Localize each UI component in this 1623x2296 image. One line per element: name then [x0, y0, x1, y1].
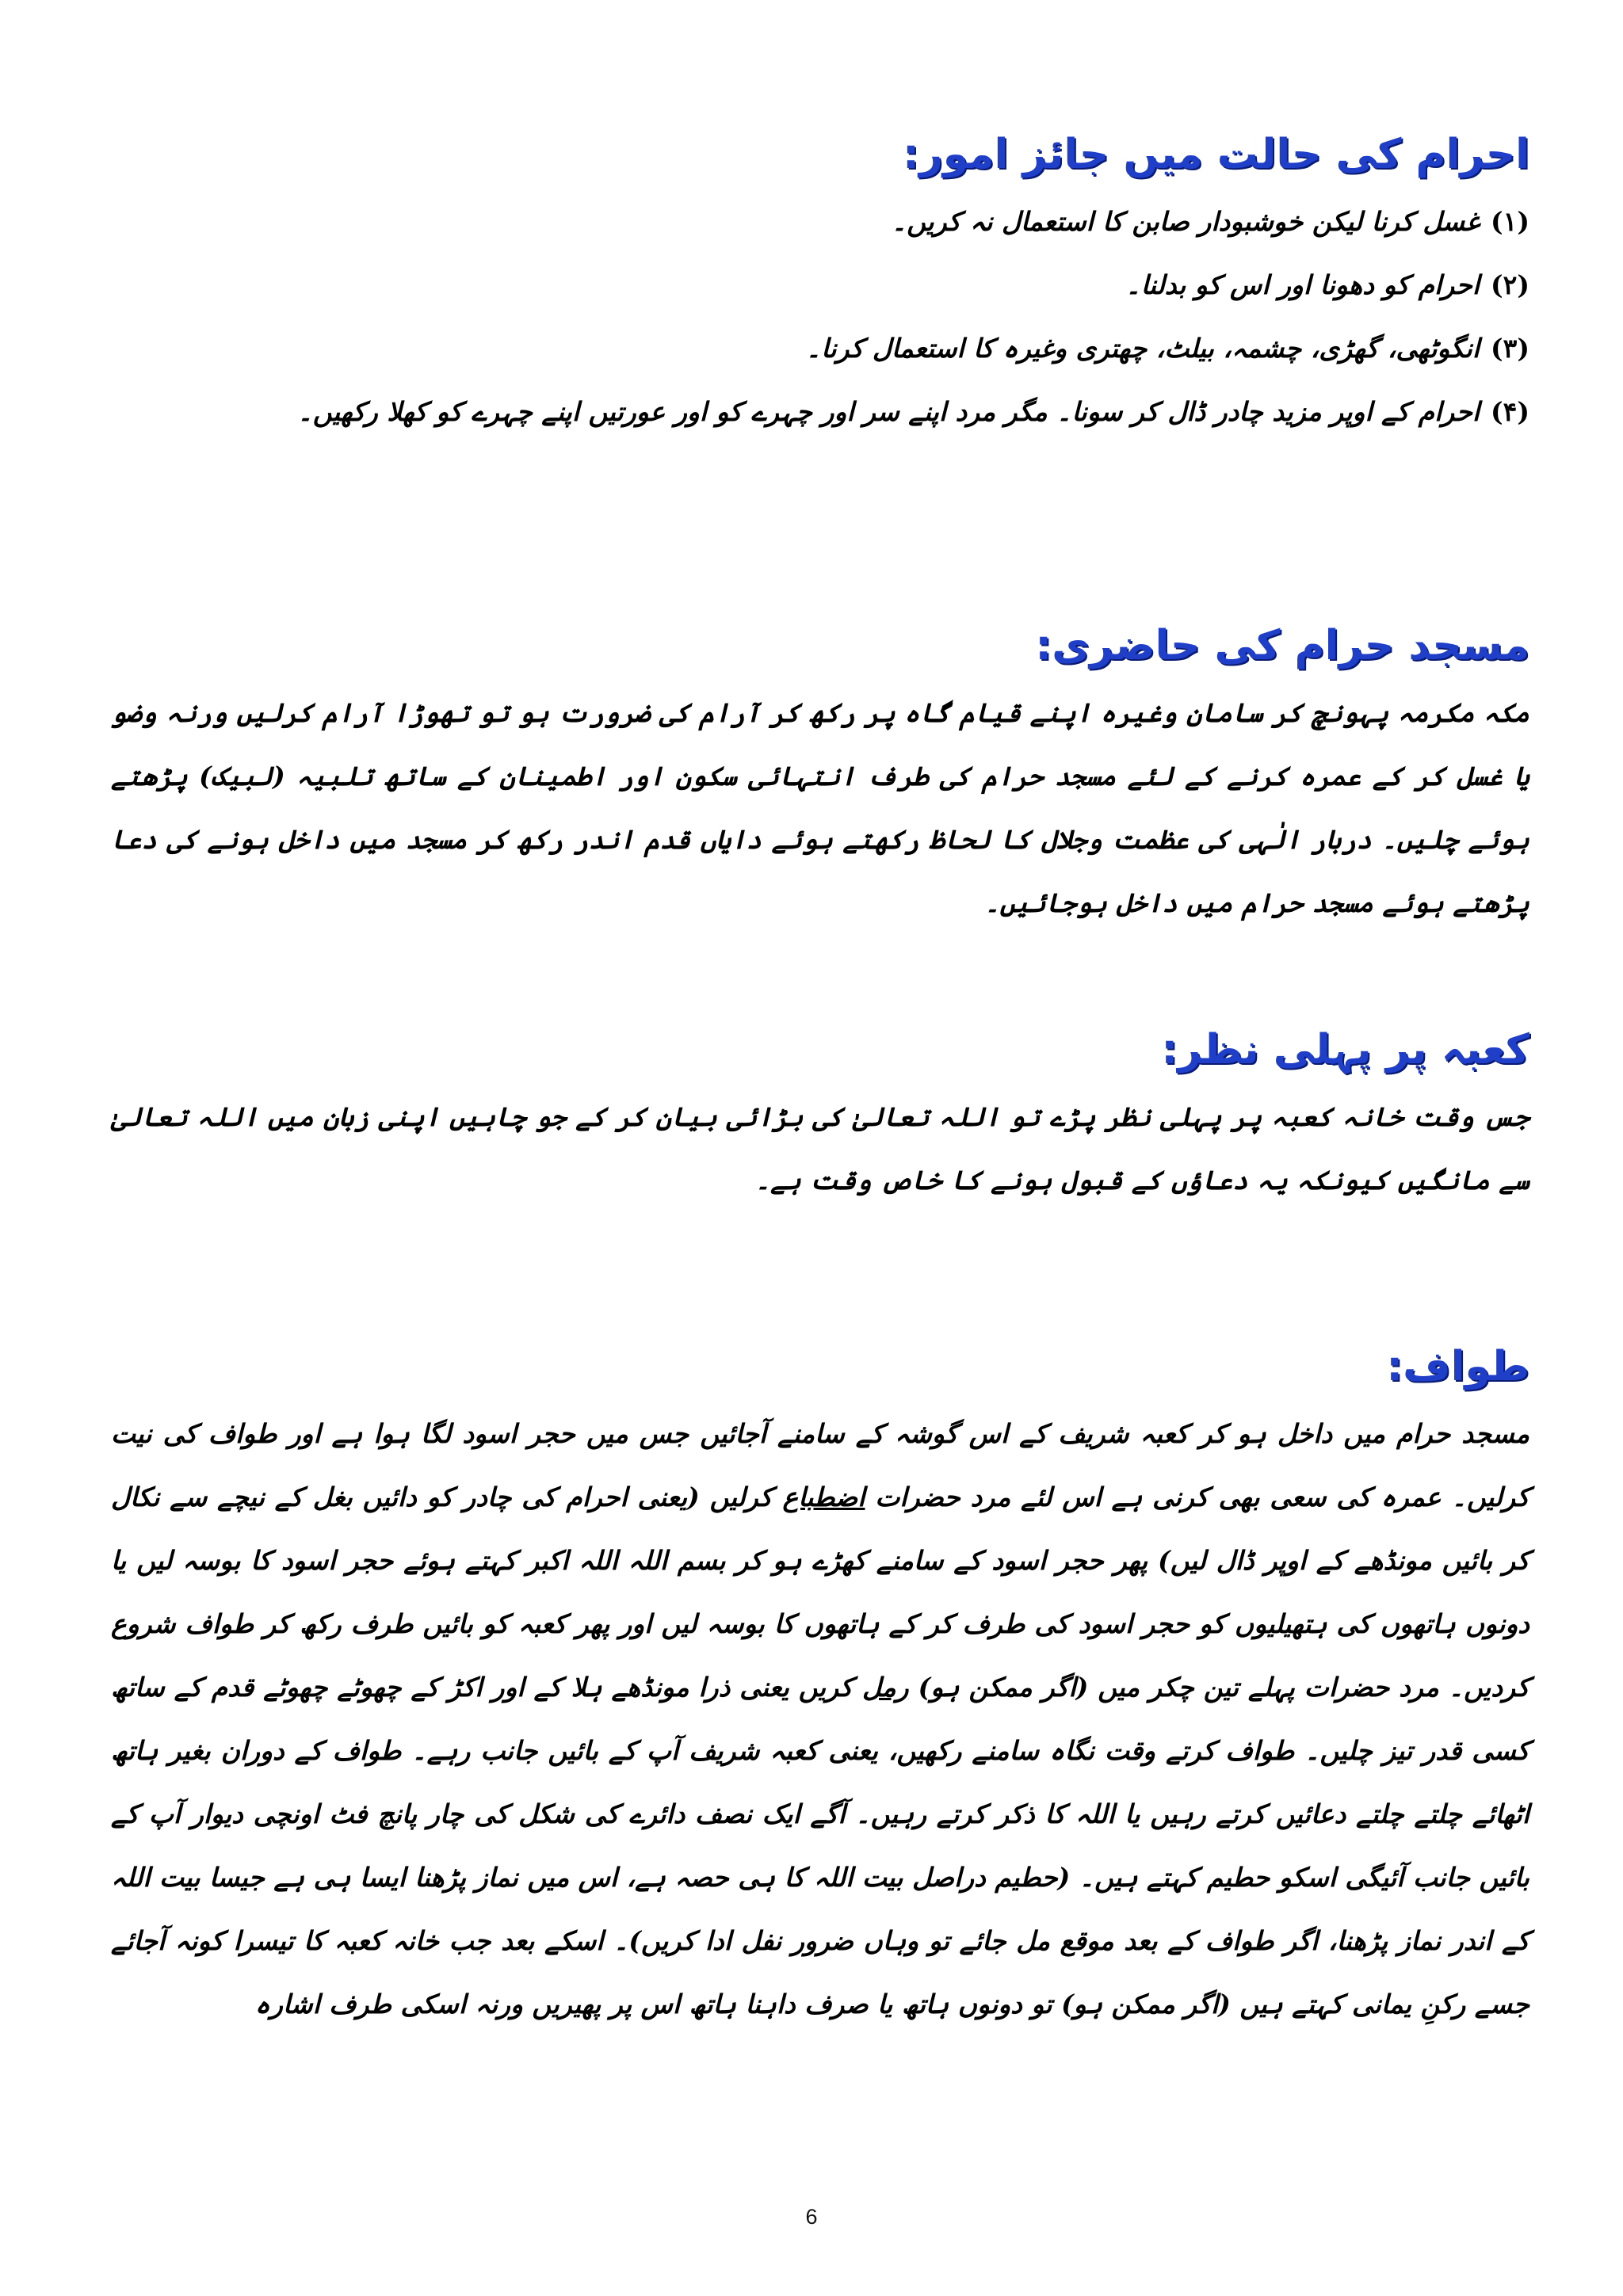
underlined-term-iztiba: اضطباع	[782, 1482, 865, 1512]
item-text: غسل کرنا لیکن خوشبودار صابن کا استعمال نہ کریں۔	[891, 206, 1480, 237]
section-first-sight-kaaba	[111, 1014, 1529, 1212]
section-paragraph	[111, 1402, 1529, 2036]
section-heading: طواف:	[1386, 1343, 1529, 1390]
section-heading: احرام کی حالت میں جائز امور:	[903, 131, 1529, 178]
item-number: (۲)	[1491, 269, 1529, 300]
section-ihram-permitted	[111, 119, 1529, 444]
underlined-term-ramal: رمل	[862, 1672, 909, 1703]
section-heading: کعبہ پر پہلی نظر:	[1161, 1026, 1529, 1074]
item-text: احرام کو دھونا اور اس کو بدلنا۔	[1125, 269, 1480, 300]
list-item	[111, 317, 1529, 380]
section-masjid-haram-attendance	[111, 610, 1529, 935]
paragraph-text: مسجد حرام میں داخل ہو کر کعبہ شریف کے اس گوشہ کے سامنے آجائیں جس میں حجر اسود لگا ہوا ہے اور طواف کی نیت کرلیں۔ عمرہ کی سعی بھی کرنی ہے اس لئے مرد حضرات	[111, 1418, 1529, 1512]
section-heading: مسجد حرام کی حاضری:	[1035, 622, 1529, 669]
list-item	[111, 254, 1529, 317]
list-item	[111, 380, 1529, 444]
paragraph-text: کریں یعنی ذرا مونڈھے ہلا کے اور اکڑ کے چھوٹے چھوٹے قدم کے ساتھ کسی قدر تیز چلیں۔ طواف کرتے وقت نگاہ سامنے رکھیں، یعنی کعبہ شریف آپ کے بائیں جانب رہے۔ طواف کے دوران بغیر ہاتھ اٹھائے چلتے چلتے دعائیں کرتے رہیں یا اللہ کا ذکر کرتے رہیں۔ آگے ایک نصف دائرے کی شکل کی چار پانچ فٹ اونچی دیوار آپ کے بائیں جانب آئیگی اسکو حطیم کہتے ہیں۔ (حطیم دراصل بیت اللہ کا ہی حصہ ہے، اس میں نماز پڑھنا ایسا ہی ہے جیسا بیت اللہ کے اندر نماز پڑھنا، اگر طواف کے بعد موقع مل جائے تو وہاں ضرور نفل ادا کریں)۔ اسکے بعد جب خانہ کعبہ کا تیسرا کونہ آجائے جسے رکنِ یمانی کہتے ہیں (اگر ممکن ہو) تو دونوں ہاتھ یا صرف داہنا ہاتھ اس پر پھیریں ورنہ اسکی طرف اشارہ	[111, 1672, 1529, 2019]
page-number: 6	[805, 2205, 818, 2229]
item-text: احرام کے اوپر مزید چادر ڈال کر سونا۔ مگر مرد اپنے سر اور چہرے کو اور عورتیں اپنے چہرے کو کھلا رکھیں۔	[297, 396, 1480, 427]
item-number: (۱)	[1491, 206, 1529, 237]
section-tawaf	[111, 1331, 1529, 2036]
paragraph-text: کرلیں (یعنی احرام کی چادر کو دائیں بغل کے نیچے سے نکال کر بائیں مونڈھے کے اوپر ڈال لیں) پھر حجر اسود کے سامنے کھڑے ہو کر بسم اللہ اللہ اکبر کہتے ہوئے حجر اسود کا بوسہ لیں یا دونوں ہاتھوں کی ہتھیلیوں کو حجر اسود کی طرف کر کے ہاتھوں کا بوسہ لیں اور پھر کعبہ کو بائیں طرف رکھ کر طواف شروع کردیں۔ مرد حضرات پہلے تین چکر میں (اگر ممکن ہو)	[111, 1482, 1529, 1703]
list-item	[111, 190, 1529, 254]
item-text: انگوٹھی، گھڑی، چشمہ، بیلٹ، چھتری وغیرہ کا استعمال کرنا۔	[805, 333, 1480, 364]
section-paragraph: مکہ مکرمہ پہونچ کر سامان وغیرہ اپنے قیام گاہ پر رکھ کر آرام کی ضرورت ہو تو تھوڑا آرام کرلیں ورنہ وضو یا غسل کر کے عمرہ کرنے کے لئے مسجد حرام کی طرف انتہائی سکون اور اطمینان کے ساتھ تلبیہ (لبیک) پڑھتے ہوئے چلیں۔ دربار الٰہی کی عظمت وجلال کا لحاظ رکھتے ہوئے دایاں قدم اندر رکھ کر مسجد میں داخل ہونے کی دعا پڑھتے ہوئے مسجد حرام میں داخل ہوجائیں۔	[111, 697, 1529, 918]
section-paragraph: جس وقت خانہ کعبہ پر پہلی نظر پڑے تو اللہ تعالیٰ کی بڑائی بیان کر کے جو چاہیں اپنی زبان میں اللہ تعالیٰ سے مانگیں کیونکہ یہ دعاؤں کے قبول ہونے کا خاص وقت ہے۔	[111, 1101, 1529, 1196]
item-number: (۳)	[1491, 333, 1529, 364]
item-number: (۴)	[1491, 396, 1529, 427]
